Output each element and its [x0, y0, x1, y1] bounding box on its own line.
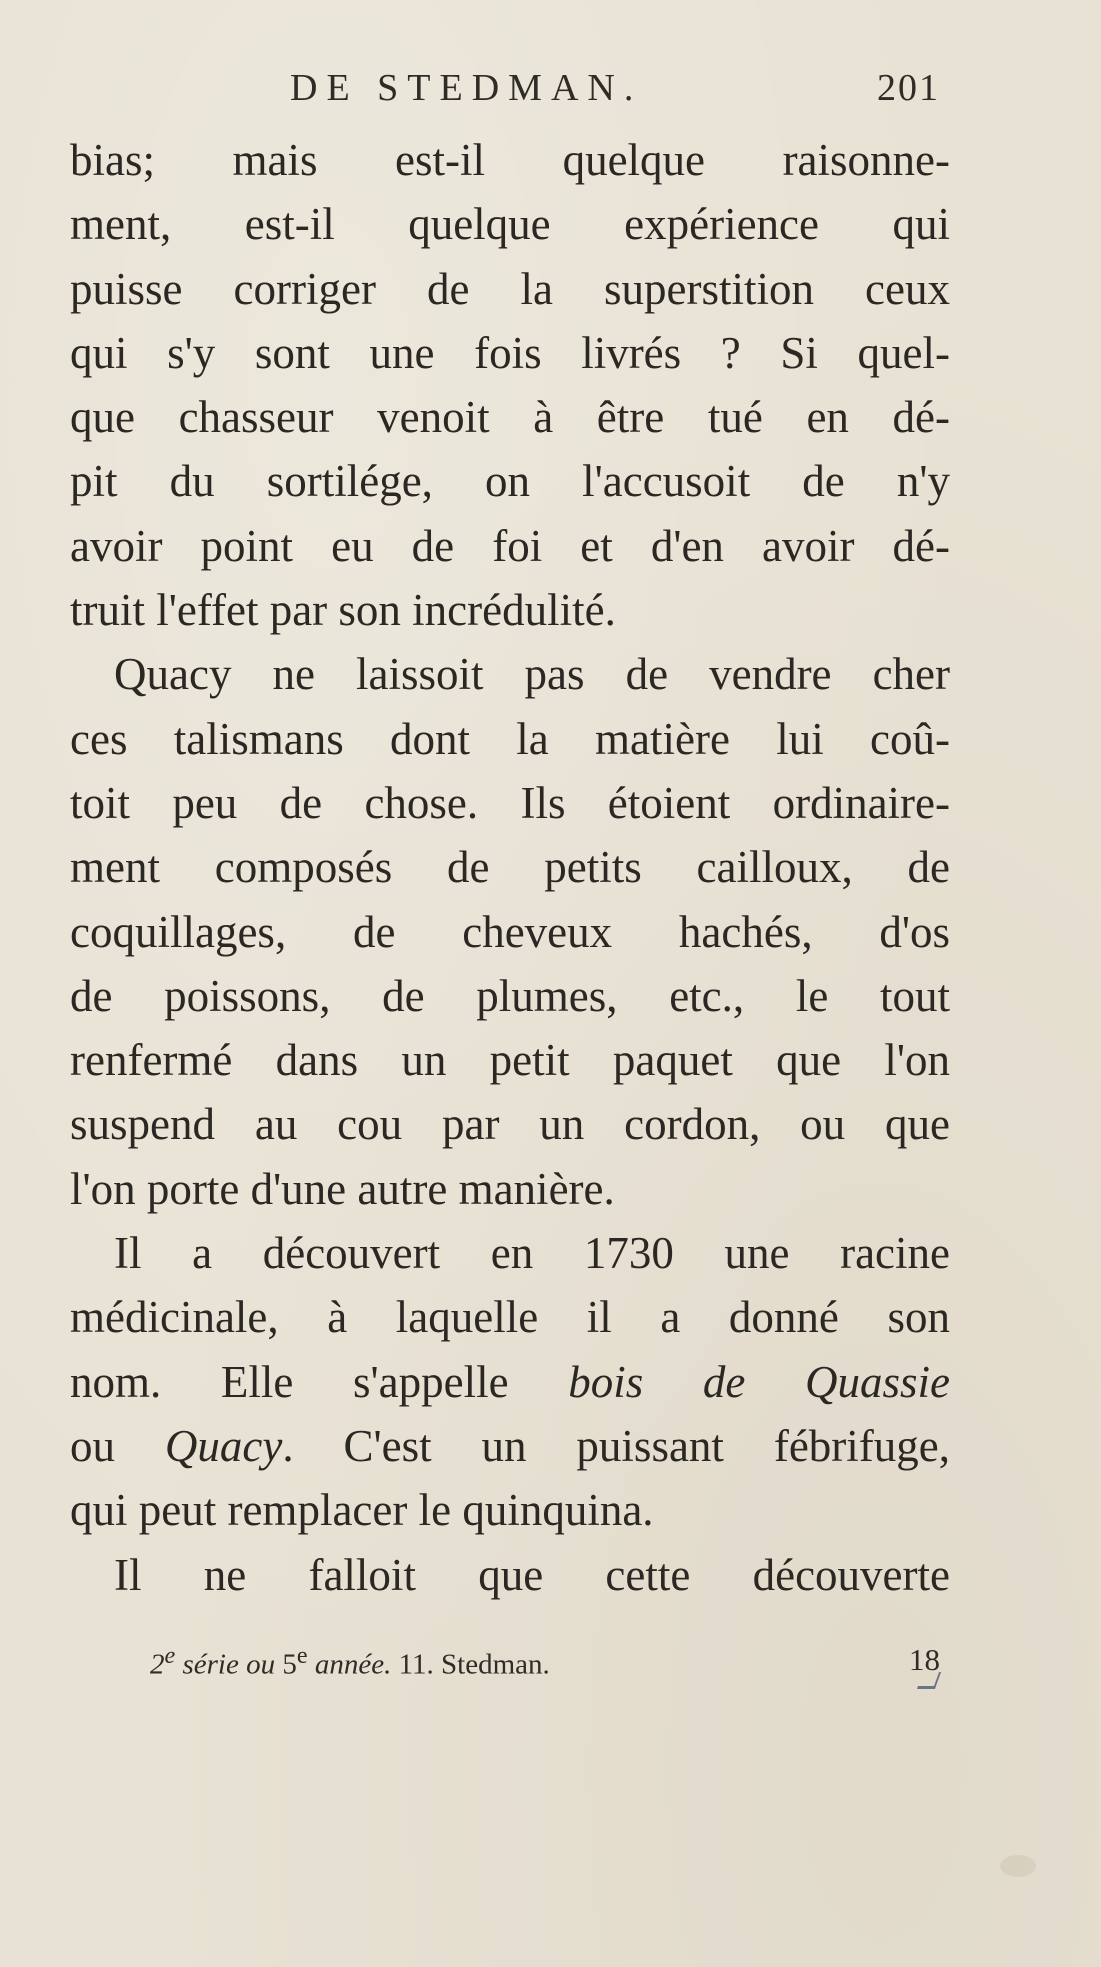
italic-term: Quacy: [164, 1420, 283, 1471]
text-line: truit l'effet par son incrédulité.: [70, 585, 616, 636]
text-segment: nom. Elle s'appelle: [70, 1356, 569, 1407]
text-line: coquillages, de cheveux hachés, d'os: [70, 906, 950, 957]
signature-line: [150, 1642, 940, 1682]
signature-year-number: 5: [282, 1648, 297, 1681]
text-line: Quacy ne laissoit pas de vendre cher: [114, 649, 950, 700]
text-line: suspend au cou par un cordon, ou que: [70, 1099, 950, 1150]
running-head: [290, 62, 940, 122]
signature-mark: 18: [909, 1642, 940, 1677]
text-line: Il ne falloit que cette découverte: [114, 1549, 950, 1600]
signature-series-label: série ou: [175, 1648, 283, 1681]
text-line: [70, 1350, 950, 1414]
paper-stain: [1000, 1855, 1036, 1877]
page-number: 201: [877, 67, 940, 109]
signature-volume: 11. Stedman.: [391, 1648, 550, 1681]
text-line: l'on porte d'une autre manière.: [70, 1163, 615, 1214]
signature-text: [150, 1642, 550, 1682]
text-line: qui peut remplacer le quinquina.: [70, 1485, 654, 1536]
text-line: ces talismans dont la matière lui coû-: [70, 713, 950, 764]
body-text: [70, 128, 950, 1607]
text-line: puisse corriger de la superstition ceux: [70, 263, 950, 314]
text-line: Il a découvert en 1730 une racine: [114, 1228, 950, 1279]
signature-sup-2: e: [296, 1642, 308, 1669]
text-segment: ou: [70, 1420, 165, 1471]
text-line: pit du sortilége, on l'accusoit de n'y: [70, 456, 950, 507]
text-segment: . C'est un puissant fébrifuge,: [282, 1420, 950, 1471]
signature-sup: e: [164, 1642, 176, 1669]
text-line: bias; mais est-il quelque raisonne-: [70, 135, 950, 185]
text-line: médicinale, à laquelle il a donné son: [70, 1292, 950, 1343]
signature-series-number: 2: [150, 1648, 165, 1681]
italic-term: bois de Quassie: [568, 1356, 950, 1407]
text-line: ment composés de petits cailloux, de: [70, 842, 950, 893]
signature-year-label: année.: [307, 1648, 392, 1681]
text-line: de poissons, de plumes, etc., le tout: [70, 970, 950, 1021]
text-line: renfermé dans un petit paquet que l'on: [70, 1035, 950, 1086]
text-line: toit peu de chose. Ils étoient ordinaire-: [70, 777, 950, 828]
text-line: que chasseur venoit à être tué en dé-: [70, 392, 950, 443]
text-line: avoir point eu de foi et d'en avoir dé-: [70, 520, 950, 571]
text-line: ment, est-il quelque expérience qui: [70, 199, 950, 250]
text-line: qui s'y sont une fois livrés ? Si quel-: [70, 327, 950, 378]
text-line: [70, 1414, 950, 1478]
running-head-title: DE STEDMAN.: [290, 67, 643, 109]
